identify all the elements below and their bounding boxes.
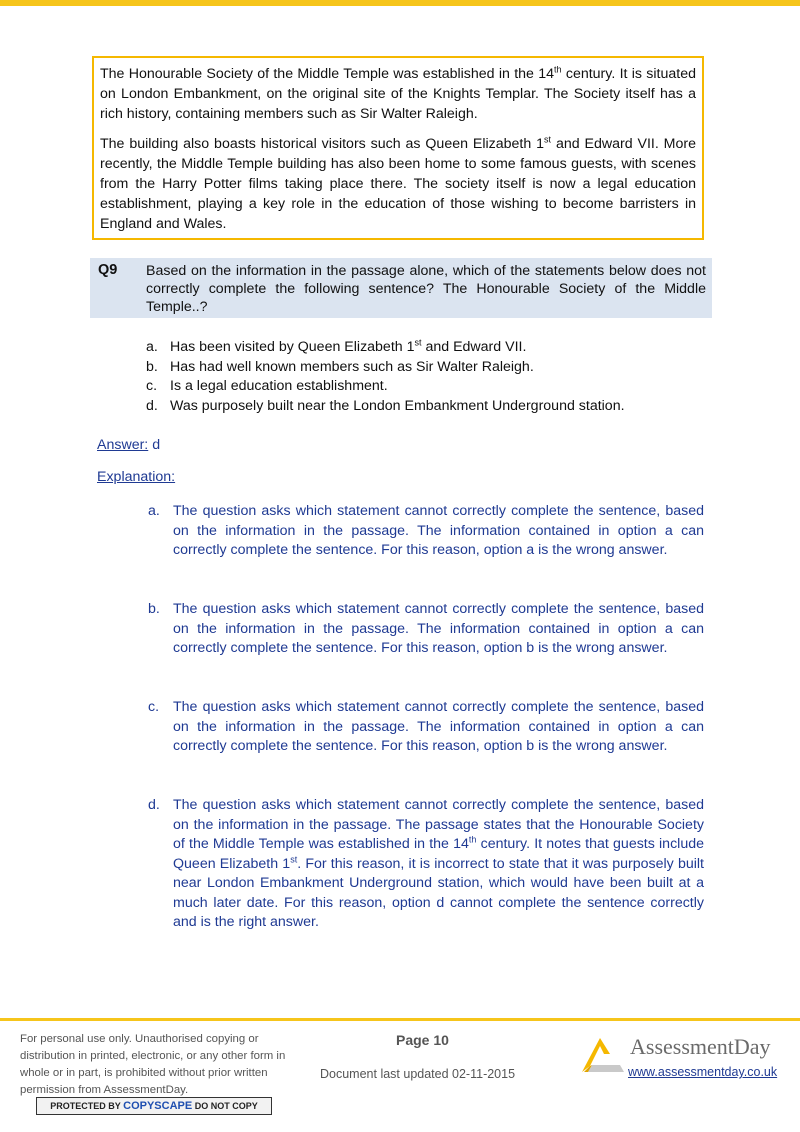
option-c: c. Is a legal education establishment. <box>146 378 388 394</box>
explanation-item-a: a. The question asks which statement cannot correctly complete the sentence, based on the information in the passage. The information contained in option a can correctly complete the sentence. For this reason, option a is the wrong answer. <box>148 503 704 558</box>
question-number: Q9 <box>98 262 118 278</box>
passage-box <box>92 56 704 240</box>
answer-line <box>97 437 160 453</box>
brand-name: AssessmentDay <box>630 1034 771 1059</box>
answer-value: d <box>148 437 161 453</box>
option-a: a. Has been visited by Queen Elizabeth 1st and Edward VII. <box>146 337 527 355</box>
answer-options <box>146 338 625 416</box>
explanation-label: Explanation: <box>97 469 176 485</box>
document-updated-date: Document last updated 02-11-2015 <box>320 1067 516 1081</box>
passage-paragraph-1: The Honourable Society of the Middle Temple was established in the 14th century. It is situated on London Embankment, on the original site of the Knights Templar. The Society itself has a rich history, containing members such as Sir Walter Raleigh. <box>100 64 696 122</box>
explanation-item-b: b. The question asks which statement cannot correctly complete the sentence, based on the information in the passage. The information contained in option a can correctly complete the sentence. For this reason, option b is the wrong answer. <box>148 601 704 656</box>
passage-paragraph-2: The building also boasts historical visitors such as Queen Elizabeth 1st and Edward VII. More recently, the Middle Temple building has also been home to some famous guests, with scenes from the Harry Potter films taking place there. The society itself is now a legal education establishment, playing a key role in the education of those wishing to become barristers in England and Wales. <box>100 134 697 232</box>
top-accent-bar <box>0 0 800 6</box>
footer-divider <box>0 1018 800 1021</box>
question-box <box>90 258 712 318</box>
option-d: d. Was purposely built near the London Embankment Underground station. <box>146 397 625 414</box>
option-b: b. Has had well known members such as Sir Walter Raleigh. <box>146 358 534 375</box>
website-link[interactable]: www.assessmentday.co.uk <box>628 1065 778 1079</box>
answer-label: Answer: <box>97 437 149 453</box>
explanation-item-c: c. The question asks which statement cannot correctly complete the sentence, based on the information in the passage. The information contained in option a can correctly complete the sentence. For this reason, option b is the wrong answer. <box>148 699 704 754</box>
page-number: Page 10 <box>396 1032 449 1048</box>
explanation-item-d: d. The question asks which statement cannot correctly complete the sentence, based on the information in the passage. The passage states that the Honourable Society of the Middle Temple was established in the 14th century. It notes that guests include Queen Elizabeth 1st. For this reason, it is incorrect to state that it was purposely built near London Embankment Underground station, which would have been built at a much later date. For this reason, option d cannot complete the sentence correctly and is the right answer. <box>148 797 704 930</box>
copyright-notice: For personal use only. Unauthorised copying or distribution in printed, electronic, or any other form in whole or in part, is prohibited without prior written permission from AssessmentDay. <box>20 1033 286 1096</box>
question-text: Based on the information in the passage alone, which of the statements below does not correctly complete the following sentence? The Honourable Society of the Middle Temple..? <box>146 263 706 315</box>
assessmentday-logo-icon <box>578 1032 626 1076</box>
copyscape-badge[interactable]: PROTECTED BY COPYSCAPE DO NOT COPY <box>36 1097 272 1115</box>
